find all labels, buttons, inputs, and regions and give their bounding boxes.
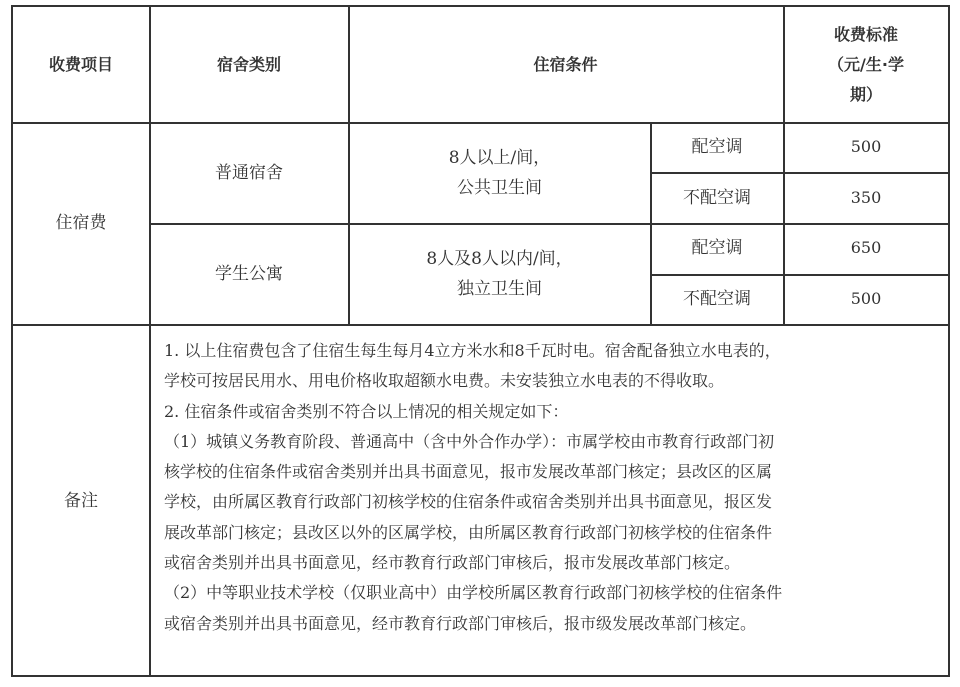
condition-cell	[349, 122, 650, 223]
note-line: 1. 以上住宿费包含了住宿生每生每月4立方米水和8千瓦时电。宿舍配备独立水电表的，	[164, 341, 781, 360]
notes-label: 备注	[64, 490, 98, 511]
note-line: 学校，由所属区教育行政部门初核学校的住宿条件或宿舍类别并出具书面意见，报区发	[164, 492, 773, 512]
note-line: 展改革部门核定；县改区以外的区属学校，由所属区教育行政部门初核学校的住宿条件	[164, 522, 773, 542]
header-dorm-type: 宿舍类别	[216, 54, 281, 74]
header-fee-standard	[784, 7, 948, 122]
condition-line2: 公共卫生间	[457, 177, 542, 198]
note-line: 2. 住宿条件或宿舍类别不符合以上情况的相关规定如下：	[164, 401, 569, 421]
condition-line1: 8人及8人以内/间，	[426, 248, 573, 269]
header-fee-item: 收费项目	[48, 54, 113, 74]
header-standard-line2: （元/生·学	[828, 54, 904, 74]
note-line: （2）中等职业技术学校（仅职业高中）由学校所属区教育行政部门初核学校的住宿条件	[164, 583, 783, 603]
ac-option-cell: 配空调	[691, 137, 743, 157]
condition-line1: 8人以上/间，	[448, 147, 551, 168]
ac-option-cell: 不配空调	[683, 289, 751, 309]
dorm-type-cell: 普通宿舍	[215, 162, 283, 183]
note-line: （1）城镇义务教育阶段、普通高中（含中外合作办学）：市属学校由市教育行政部门初	[164, 431, 775, 451]
note-line: 或宿舍类别并出具书面意见，经市教育行政部门审核后，报市级发展改革部门核定。	[164, 613, 757, 633]
condition-line2: 独立卫生间	[457, 278, 542, 299]
condition-cell	[349, 223, 650, 324]
header-standard-line1: 收费标准	[833, 24, 898, 44]
note-line: 或宿舍类别并出具书面意见，经市教育行政部门审核后，报市发展改革部门核定。	[164, 553, 741, 573]
price-cell: 350	[850, 188, 882, 207]
note-line: 核学校的住宿条件或宿舍类别并出具书面意见，报市发展改革部门核定；县改区的区属	[164, 462, 773, 482]
notes-content	[150, 326, 938, 676]
ac-option-cell: 不配空调	[683, 188, 751, 208]
ac-option-cell: 配空调	[691, 238, 743, 258]
price-cell: 650	[850, 238, 882, 257]
note-line: 学校可按居民用水、用电价格收取超额水电费。未安装独立水电表的不得收取。	[164, 371, 725, 391]
fee-item-cell: 住宿费	[55, 213, 107, 233]
header-conditions: 住宿条件	[533, 54, 598, 74]
price-cell: 500	[850, 289, 882, 308]
dorm-type-cell: 学生公寓	[215, 263, 283, 284]
header-standard-line3: 期）	[849, 84, 882, 104]
price-cell: 500	[850, 137, 882, 156]
